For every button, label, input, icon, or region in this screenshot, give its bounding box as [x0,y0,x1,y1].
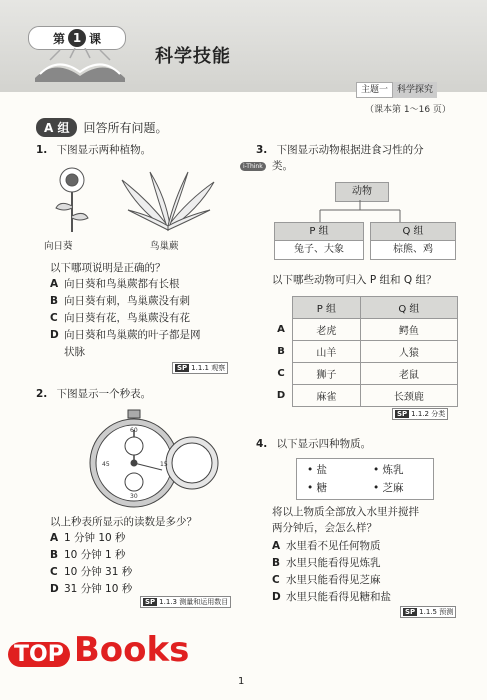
q1-option-text: 向日葵有花，鸟巢蕨没有花 [64,312,190,324]
q4-option[interactable] [272,555,391,572]
watermark-logo [8,630,189,670]
q2-stem-line [36,386,151,403]
q2-sp-skill: 测量和运用数目 [179,598,229,606]
q2-option-letter: B [50,549,59,561]
q1-option[interactable] [50,293,201,310]
q2-sp-code: SP [145,598,156,606]
watermark-top: TOP [8,642,70,667]
q4-option-letter: A [272,540,281,552]
q1-option-letter: D [50,329,59,341]
q2-option-letter: A [50,532,59,544]
q2-sp-num: 1.1.3 [159,598,177,606]
q2-option[interactable] [50,581,132,598]
group-p-node: P 组 [274,222,364,241]
q3-skill-tag [392,408,448,420]
q3-answer-table [270,296,458,407]
q4-stem: 以下显示四种物质。 [276,438,372,450]
q4-option-letter: C [272,574,280,586]
q3-sp-code: SP [397,410,408,418]
row-letter: B [277,346,285,357]
q4-option-text: 水里只能看得见炼乳 [286,557,381,569]
row-q-cell: 长颈鹿 [360,385,457,407]
q2-stem: 下图显示一个秒表。 [56,388,152,400]
q3-question: 以下哪些动物可归入 P 组和 Q 组？ [272,274,437,286]
q4-option-text: 水里看不见任何物质 [286,540,381,552]
q4-option[interactable] [272,589,391,606]
q1-sp-num: 1.1.1 [191,364,209,372]
group-q-node: Q 组 [370,222,456,241]
q4-sp-num: 1.1.5 [419,608,437,616]
q4-option[interactable] [272,538,391,555]
svg-text:30: 30 [130,493,138,500]
q4-sp-skill: 预测 [439,608,454,616]
q2-question: 以上秒表所显示的读数是多少？ [50,516,197,528]
q4-option-text: 水里只能看得见糖和盐 [286,591,391,603]
stopwatch-icon [52,408,220,508]
substance-item: • 糖 [307,482,328,494]
q4-stem-line [256,436,371,453]
substance-item: • 炼乳 [373,464,404,476]
group-heading [36,118,167,137]
q1-option-letter: A [50,278,59,290]
q2-option-text: 10 分钟 1 秒 [64,549,126,561]
row-p-cell: 狮子 [293,363,361,385]
q2-number: 2. [36,388,48,400]
table-row[interactable] [270,363,458,385]
q4-number: 4. [256,438,268,450]
birds-nest-fern-icon [118,170,218,232]
table-header-q: Q 组 [360,297,457,319]
theme-value: 科学探究 [393,82,437,98]
q3-sp-skill: 分类 [431,410,446,418]
q4-question-line1: 将以上物质全部放入水里并搅拌 [272,506,419,518]
q4-options [272,538,391,606]
q1-option-text: 向日葵有刺，鸟巢蕨没有刺 [64,295,190,307]
table-row[interactable] [270,341,458,363]
q3-stem-line1: 下图显示动物根据进食习性的分 [276,144,424,156]
substances-box [296,458,434,500]
q1-option-text: 状脉 [64,346,85,358]
q1-stem-line [36,142,151,159]
q1-stem: 下图显示两种植物。 [56,144,152,156]
substance-item: • 盐 [307,464,328,476]
substance-label: 芝麻 [382,482,404,494]
q1-option-letter: C [50,312,58,324]
open-book-icon [30,48,130,82]
page-number: 1 [238,676,245,687]
row-q-cell: 老鼠 [360,363,457,385]
q1-option[interactable] [50,276,201,293]
row-p-cell: 麻雀 [293,385,361,407]
q1-skill-tag [172,362,228,374]
i-think-badge: i-Think [240,162,266,171]
q3-stem-line [256,142,424,159]
q1-plant-a-label: 向日葵 [44,241,73,252]
row-p-cell: 老虎 [293,319,361,341]
group-q-members: 棕熊、鸡 [370,240,456,260]
q2-options [50,530,132,598]
lesson-prefix: 第 [52,31,65,46]
q2-option-text: 1 分钟 10 秒 [64,532,126,544]
group-p-members: 兔子、大象 [274,240,364,260]
q1-option[interactable] [50,327,201,344]
q1-option-letter: B [50,295,59,307]
substance-item: • 芝麻 [373,482,404,494]
q2-skill-tag [140,596,231,608]
group-instruction: 回答所有问题。 [83,121,168,135]
substance-label: 盐 [316,464,328,476]
substance-label: 炼乳 [382,464,404,476]
row-q-cell: 鳄鱼 [360,319,457,341]
substance-label: 糖 [316,482,328,494]
svg-text:60: 60 [130,427,138,434]
q3-stem-line2: 类。 [272,160,293,172]
textbook-ref: （课本第 1～16 页） [365,105,451,115]
svg-text:45: 45 [102,461,110,468]
watermark-books: Books [73,630,190,670]
q1-plant-b-label: 鸟巢蕨 [150,241,179,252]
sunflower-icon [50,166,94,234]
theme-box [356,82,460,98]
q1-option-text: 向日葵和鸟巢蕨都有长根 [64,278,180,290]
q4-option-text: 水里只能看得见芝麻 [286,574,381,586]
q4-option[interactable] [272,572,391,589]
q4-option-letter: D [272,591,281,603]
table-header-empty [270,297,293,319]
q4-question-line2: 两分钟后，会怎么样？ [272,522,377,534]
lesson-suffix: 课 [89,31,102,46]
page-title: 科学技能 [155,46,231,67]
q2-option-letter: D [50,583,59,595]
lesson-badge [28,26,126,50]
q2-option-text: 31 分钟 10 秒 [64,583,133,595]
row-letter: D [276,390,286,401]
q1-option-text: 向日葵和鸟巢蕨的叶子都是网 [64,329,201,341]
row-letter: A [277,324,285,335]
table-header-p: P 组 [293,297,361,319]
theme-label: 主题一 [356,82,393,98]
q1-number: 1. [36,144,48,156]
table-row[interactable] [270,319,458,341]
q3-number: 3. [256,144,268,156]
q3-sp-num: 1.1.2 [411,410,429,418]
table-row[interactable] [270,385,458,407]
q2-option[interactable] [50,564,132,581]
lesson-number: 1 [68,29,86,47]
table-header-row [270,297,458,319]
row-q-cell: 人猿 [360,341,457,363]
q2-option[interactable] [50,547,132,564]
tree-root-node: 动物 [335,182,389,202]
q2-option[interactable] [50,530,132,547]
row-letter: C [277,368,285,379]
q4-skill-tag [400,606,456,618]
q2-option-letter: C [50,566,58,578]
tree-connectors [300,200,420,222]
q2-option-text: 10 分钟 31 秒 [64,566,133,578]
svg-text:15: 15 [160,461,168,468]
group-tag: A 组 [36,118,77,137]
q4-sp-code: SP [405,608,416,616]
q4-option-letter: B [272,557,281,569]
q1-option-continued [50,344,201,361]
q1-option[interactable] [50,310,201,327]
q1-sp-skill: 观察 [211,364,226,372]
q1-question: 以下哪项说明是正确的？ [50,262,166,274]
q1-options [50,276,201,361]
row-p-cell: 山羊 [293,341,361,363]
q1-sp-code: SP [177,364,188,372]
